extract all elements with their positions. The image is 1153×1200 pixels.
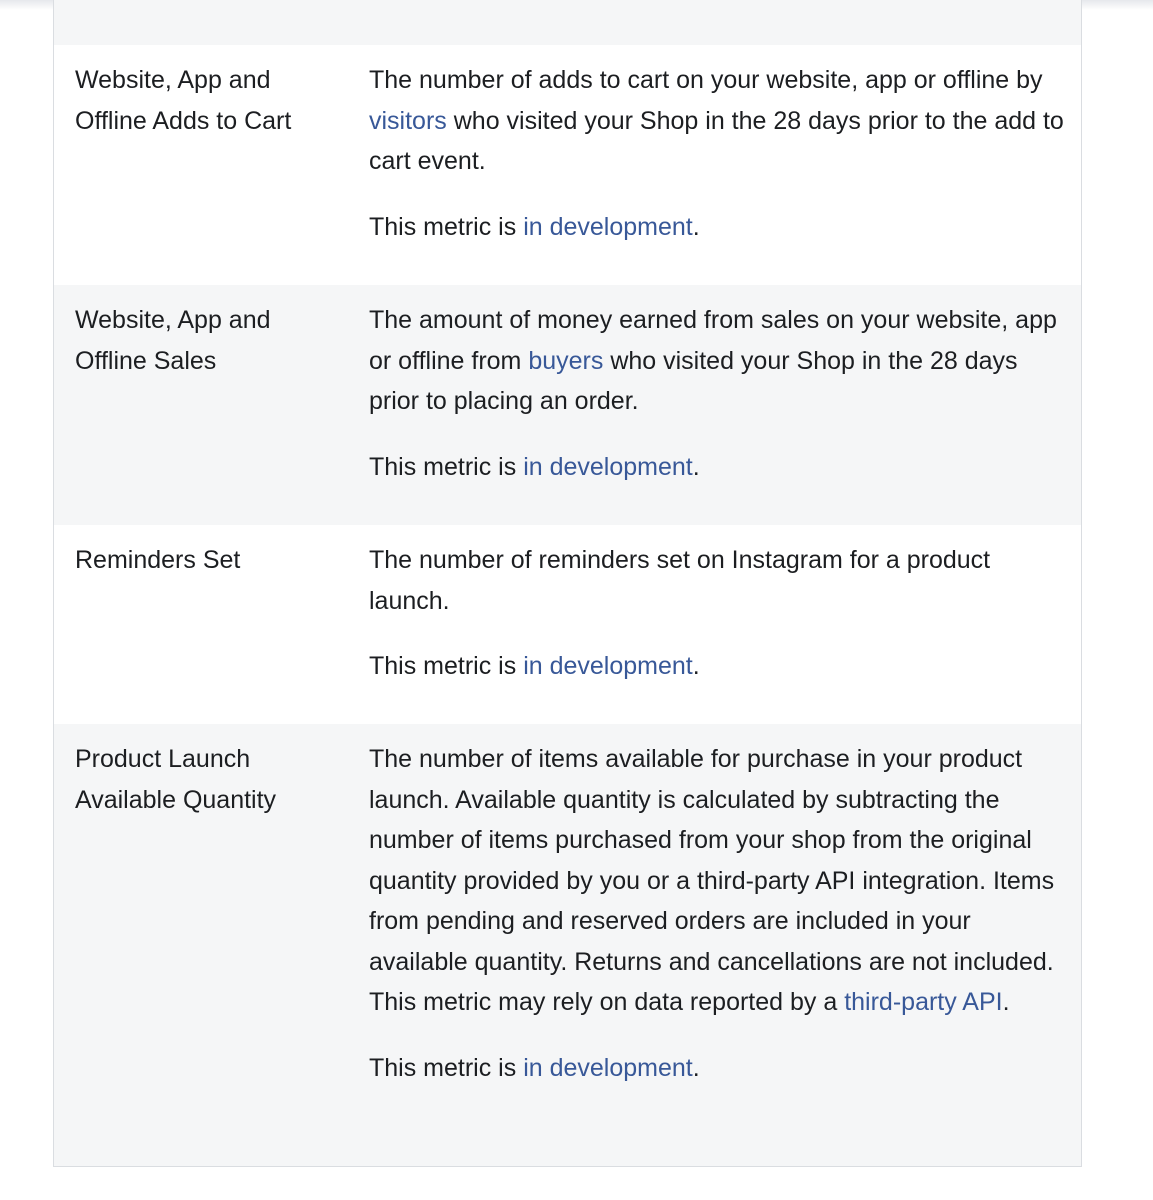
description-text: The number of items available for purchase in your product launch. Available quantity is calculated by subtracting the number of items purchased from your shop from the original quantity provided by you or a third-party API integration. Items from pending and reserved orders are included in your available quantity. Returns and cancellations are not included. This metric may rely on data reported by a third-party API.: [369, 745, 1055, 1016]
table-row: [54, 724, 1081, 1166]
visitors-link[interactable]: visitors: [369, 106, 447, 135]
table-row-partial: [54, 0, 1081, 45]
metric-description: [369, 60, 1069, 247]
metrics-table: [53, 0, 1082, 1167]
metric-description: [369, 540, 1069, 687]
metric-description: [369, 739, 1069, 1088]
description-text: The amount of money earned from sales on your website, app or offline from buyers who visited your Shop in the 28 days prior to placing an order.: [369, 306, 1057, 415]
metric-status: This metric is in development.: [369, 212, 700, 241]
in-development-link[interactable]: in development: [523, 652, 693, 680]
third-party-api-link[interactable]: third-party API: [844, 988, 1003, 1016]
table-row: [54, 45, 1081, 285]
table-row: [54, 525, 1081, 724]
in-development-link[interactable]: in development: [523, 1053, 693, 1082]
in-development-link[interactable]: in development: [523, 212, 693, 241]
table-row: [54, 285, 1081, 525]
description-text: The number of adds to cart on your website, app or offline by visitors who visited your Shop in the 28 days prior to the add to cart event.: [369, 66, 1064, 175]
metric-status: This metric is in development.: [369, 652, 700, 680]
buyers-link[interactable]: buyers: [528, 346, 604, 375]
metric-status: This metric is in development.: [369, 1053, 700, 1082]
metric-description: [369, 300, 1069, 487]
metric-status: This metric is in development.: [369, 452, 700, 481]
metric-name: Reminders Set: [75, 546, 241, 574]
metric-name: Product Launch Available Quantity: [75, 745, 277, 814]
metric-name: Website, App and Offline Adds to Cart: [75, 66, 292, 135]
description-text: The number of reminders set on Instagram for a product launch.: [369, 546, 991, 615]
in-development-link[interactable]: in development: [523, 452, 693, 481]
metric-name: Website, App and Offline Sales: [75, 306, 271, 375]
